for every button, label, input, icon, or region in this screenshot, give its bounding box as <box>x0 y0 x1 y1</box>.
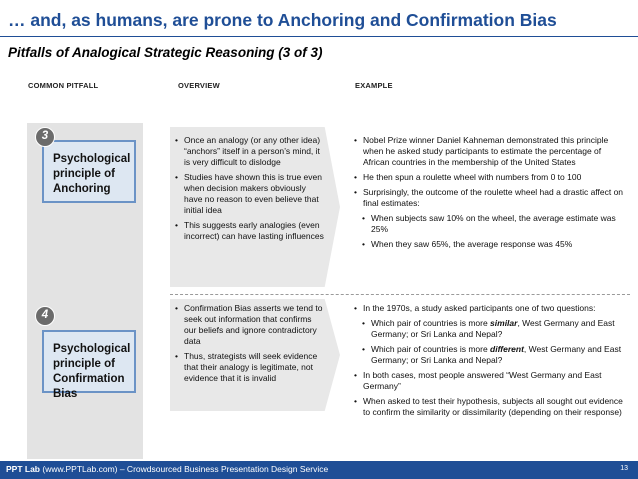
footer-credit <box>6 464 328 474</box>
example-anchoring <box>353 135 625 254</box>
overview-bullet: • Once an analogy (or any other idea) “anchors” itself in a person’s mind, it is very difficult to dislodge <box>174 135 324 168</box>
example-confirmation-bias <box>353 303 625 422</box>
pitfall-number-badge: 4 <box>35 306 55 326</box>
column-header-example: EXAMPLE <box>355 81 393 90</box>
question-text: Which pair of countries is more <box>371 344 491 354</box>
slide-subtitle: Pitfalls of Analogical Strategic Reasoning (3 of 3) <box>8 45 323 60</box>
footer-brand-name: PPT Lab <box>6 464 41 474</box>
example-question-different <box>353 344 625 366</box>
column-header-overview: OVERVIEW <box>178 81 220 90</box>
example-question-similar <box>353 318 625 340</box>
page-number: 13 <box>620 465 628 472</box>
question-text: , West Germany and East Germany; or Sri Lanka and Nepal? <box>371 344 622 365</box>
question-text: , West Germany and East Germany; or Sri Lanka and Nepal? <box>371 318 615 339</box>
question-text: Which pair of countries is more <box>371 318 491 328</box>
example-bullet: • Nobel Prize winner Daniel Kahneman demonstrated this principle when he asked study participants to estimate the percentage of African countries in the membership of the United States <box>353 135 625 168</box>
title-divider <box>0 36 638 37</box>
overview-confirmation-bias <box>174 303 324 388</box>
pitfall-label: Psychological principle of Confirmation Bias <box>53 343 131 400</box>
pitfall-number-badge: 3 <box>35 127 55 147</box>
example-bullet: • When asked to test their hypothesis, subjects all sought out evidence to confirm the similarity or dissimilarity (depending on their response) <box>353 396 625 418</box>
emphasis-word: similar <box>490 318 518 328</box>
example-bullet: • In the 1970s, a study asked participants one of two questions: <box>353 303 625 314</box>
section-divider <box>170 294 630 295</box>
overview-bullet: • This suggests early analogies (even incorrect) can have lasting influences <box>174 220 324 242</box>
overview-anchoring <box>174 135 324 246</box>
footer-tagline: (www.PPTLab.com) – Crowdsourced Business Presentation Design Service <box>40 464 329 474</box>
slide-title: … and, as humans, are prone to Anchoring and Confirmation Bias <box>8 10 557 30</box>
pitfall-label: Psychological principle of Anchoring <box>53 153 131 195</box>
example-sub-bullet: • When they saw 65%, the average response was 45% <box>353 239 625 250</box>
emphasis-word: different <box>490 344 524 354</box>
overview-bullet: • Thus, strategists will seek evidence that their analogy is legitimate, not evidence that it is invalid <box>174 351 324 384</box>
pitfall-card-anchoring <box>42 140 136 203</box>
pitfall-card-confirmation-bias <box>42 330 136 400</box>
footer-bar <box>0 461 638 479</box>
example-bullet: • In both cases, most people answered “West Germany and East Germany” <box>353 370 625 392</box>
overview-bullet: • Studies have shown this is true even when decision makers obviously have no reason to even believe that initial idea <box>174 172 324 216</box>
overview-bullet: • Confirmation Bias asserts we tend to seek out information that confirms our beliefs and ignore contradictory data <box>174 303 324 347</box>
example-sub-bullet: • When subjects saw 10% on the wheel, the average estimate was 25% <box>353 213 625 235</box>
example-bullet: • Surprisingly, the outcome of the roulette wheel had a drastic affect on final estimates: <box>353 187 625 209</box>
column-header-pitfall: COMMON PITFALL <box>28 81 99 90</box>
example-bullet: • He then spun a roulette wheel with numbers from 0 to 100 <box>353 172 625 183</box>
